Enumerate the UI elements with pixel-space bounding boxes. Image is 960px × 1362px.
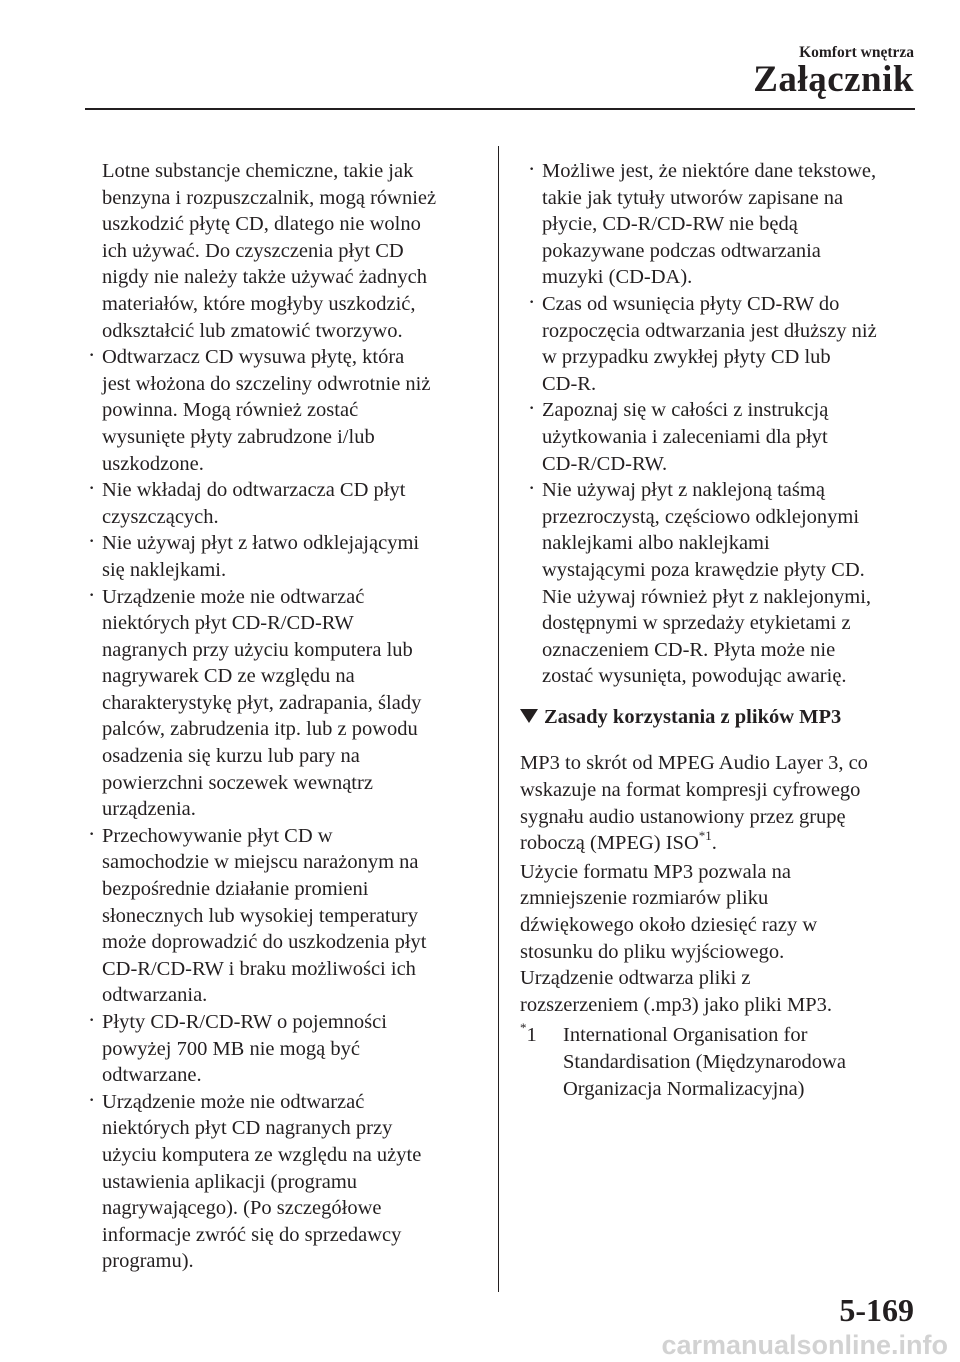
right-bullet-list — [520, 158, 920, 690]
text-line: powyżej 700 MB nie mogą być — [102, 1037, 360, 1060]
footnote-text — [520, 1022, 920, 1102]
mp3-paragraph-last-text: roboczą (MPEG) ISO — [520, 832, 699, 855]
text-line: Nie używaj płyt z naklejoną taśmą — [542, 479, 825, 502]
bullet-dot-icon: · — [89, 533, 95, 551]
mp3-paragraph — [520, 750, 920, 830]
mp3-size-paragraph — [520, 859, 920, 965]
bullet-dot-icon: · — [89, 347, 95, 365]
text-line: wystającymi poza krawędzie płyty CD. — [542, 558, 865, 581]
footnote-star: * — [520, 1020, 527, 1036]
text-line: użyciu komputera ze względu na użyte — [102, 1143, 422, 1166]
bullet-dot-icon: · — [89, 1012, 95, 1029]
text-line: w przypadku zwykłej płyty CD lub — [542, 346, 831, 369]
text-line: odtwarzania. — [102, 984, 208, 1007]
text-line: nagrywarek CD ze względu na — [102, 665, 355, 688]
bullet-item — [80, 584, 480, 823]
text-line: International Organisation for — [563, 1024, 808, 1047]
text-line: niektórych płyt CD nagranych przy — [102, 1117, 393, 1140]
bullet-item — [80, 1089, 480, 1275]
bullet-dot-icon: · — [529, 400, 535, 418]
bullet-item — [80, 1009, 480, 1089]
text-line: MP3 to skrót od MPEG Audio Layer 3, co — [520, 752, 868, 775]
text-line: ich używać. Do czyszczenia płyt CD — [102, 239, 404, 262]
text-line: osadzenia się kurzu lub pary na — [102, 745, 360, 768]
text-line: naklejkami albo naklejkami — [542, 532, 770, 555]
bullet-item — [520, 291, 920, 397]
watermark: carmanualsonline.info — [661, 1330, 948, 1360]
text-line: zostać wysunięta, powodując awarię. — [542, 665, 847, 688]
bullet-dot-icon: · — [89, 480, 95, 498]
footnote-marker — [520, 1022, 537, 1051]
text-line: ustawienia aplikacji (programu — [102, 1170, 358, 1193]
text-line: wskazuje na format kompresji cyfrowego — [520, 779, 861, 802]
bullet-dot-icon: · — [89, 825, 95, 843]
bullet-item — [520, 477, 920, 690]
text-line: Możliwe jest, że niektóre dane tekstowe, — [542, 160, 877, 182]
text-line: uszkodzone. — [102, 452, 204, 475]
footnote-number: 1 — [526, 1024, 537, 1047]
text-line: słonecznych lub wysokiej temperatury — [102, 904, 418, 927]
text-line: Płyty CD-R/CD-RW o pojemności — [102, 1011, 387, 1033]
text-line: Urządzenie odtwarza pliki z — [520, 967, 751, 990]
text-line: dźwiękowego około dziesięć razy w — [520, 914, 818, 937]
text-line: CD-R/CD-RW. — [542, 452, 668, 475]
mp3-paragraph-last-line — [520, 830, 920, 859]
text-line: pokazywane podczas odtwarzania — [542, 239, 821, 262]
bullet-item — [80, 477, 480, 530]
text-line: niektórych płyt CD-R/CD-RW — [102, 612, 354, 635]
text-line: Nie używaj również płyt z naklejonymi, — [542, 585, 872, 608]
footnote — [520, 1022, 920, 1102]
text-line: rozszerzeniem (.mp3) jako pliki MP3. — [520, 993, 832, 1016]
text-line: Urządzenie może nie odtwarzać — [102, 585, 365, 608]
bullet-item — [520, 397, 920, 477]
left-column — [80, 158, 480, 1275]
mp3-paragraph-period: . — [711, 832, 717, 855]
section-heading-text: Zasady korzystania z plików MP3 — [544, 705, 842, 728]
text-line: płycie, CD-R/CD-RW nie będą — [542, 213, 798, 236]
text-line: samochodzie w miejscu narażonym na — [102, 851, 419, 874]
intro-paragraph — [80, 158, 480, 344]
text-line: jest włożona do szczeliny odwrotnie niż — [102, 372, 431, 395]
text-line: odkształcić lub zmatowić tworzywo. — [102, 319, 403, 342]
header-rule — [85, 108, 915, 110]
text-line: Użycie formatu MP3 pozwala na — [520, 860, 791, 883]
text-line: CD-R/CD-RW i braku możliwości ich — [102, 957, 416, 980]
text-line: zmniejszenie rozmiarów pliku — [520, 887, 769, 910]
page-number: 5-169 — [839, 1292, 914, 1328]
text-line: odtwarzane. — [102, 1064, 202, 1087]
text-line: powierzchni soczewek wewnątrz — [102, 771, 373, 794]
text-line: wysunięte płyty zabrudzone i/lub — [102, 425, 375, 448]
text-line: użytkowania i zaleceniami dla płyt — [542, 425, 828, 448]
bullet-item — [80, 344, 480, 477]
text-line: dostępnymi w sprzedaży etykietami z — [542, 612, 851, 635]
text-line: stosunku do pliku wyjściowego. — [520, 940, 785, 963]
bullet-dot-icon: · — [529, 293, 535, 311]
text-line: nagrywającego). (Po szczegółowe — [102, 1197, 382, 1220]
column-divider — [498, 146, 499, 1292]
text-line: charakterystykę płyt, zadrapania, ślady — [102, 691, 422, 714]
right-column — [520, 158, 920, 1102]
left-bullet-list — [80, 344, 480, 1275]
text-line: takie jak tytuły utworów zapisane na — [542, 186, 844, 209]
text-line: uszkodzić płytę CD, dlatego nie wolno — [102, 213, 421, 236]
text-line: informacje zwróć się do sprzedawcy — [102, 1223, 402, 1246]
text-line: nagranych przy użyciu komputera lub — [102, 638, 413, 661]
text-line: Standardisation (Międzynarodowa — [563, 1051, 846, 1073]
text-line: programu). — [102, 1250, 194, 1273]
text-line: nigdy nie należy także używać żadnych — [102, 266, 427, 289]
text-line: Lotne substancje chemiczne, takie jak — [102, 160, 414, 182]
text-line: się naklejkami. — [102, 558, 227, 581]
text-line: Zapoznaj się w całości z instrukcją — [542, 399, 829, 422]
text-line: powinna. Mogą również zostać — [102, 399, 359, 422]
text-line: Czas od wsunięcia płyty CD-RW do — [542, 292, 840, 315]
bullet-item — [520, 158, 920, 291]
text-line: przezroczystą, częściowo odklejonymi — [542, 505, 860, 528]
text-line: Odtwarzacz CD wysuwa płytę, która — [102, 346, 405, 369]
text-line: Przechowywanie płyt CD w — [102, 824, 333, 847]
text-line: rozpoczęcia odtwarzania jest dłuższy niż — [542, 319, 877, 342]
text-line: sygnału audio ustanowiony przez grupę — [520, 805, 846, 828]
bullet-dot-icon: · — [529, 161, 535, 178]
header-chapter-title: Załącznik — [753, 59, 914, 100]
text-line: Urządzenie może nie odtwarzać — [102, 1090, 365, 1113]
text-line: palców, zabrudzenia itp. lub z powodu — [102, 718, 418, 741]
mp3-playback-paragraph — [520, 965, 920, 1018]
bullet-dot-icon: · — [89, 586, 95, 604]
section-heading — [520, 704, 920, 731]
footnote-reference: *1 — [698, 828, 712, 844]
triangle-marker-icon — [520, 709, 538, 723]
text-line: Nie wkładaj do odtwarzacza CD płyt — [102, 479, 406, 502]
bullet-dot-icon: · — [529, 480, 535, 498]
text-line: CD-R. — [542, 372, 597, 395]
text-line: benzyna i rozpuszczalnik, mogą również — [102, 186, 437, 209]
text-line: urządzenia. — [102, 798, 196, 821]
text-line: bezpośrednie działanie promieni — [102, 878, 369, 901]
text-line: oznaczeniem CD-R. Płyta może nie — [542, 638, 836, 661]
header-section-title: Komfort wnętrza — [799, 44, 914, 61]
bullet-item — [80, 530, 480, 583]
text-line: Nie używaj płyt z łatwo odklejającymi — [102, 532, 420, 555]
bullet-item — [80, 823, 480, 1009]
text-line: materiałów, które mogłyby uszkodzić, — [102, 292, 416, 315]
text-line: muzyki (CD-DA). — [542, 266, 693, 289]
text-line: może doprowadzić do uszkodzenia płyt — [102, 931, 427, 954]
text-line: Organizacja Normalizacyjna) — [563, 1077, 805, 1100]
bullet-dot-icon: · — [89, 1091, 95, 1109]
text-line: czyszczących. — [102, 505, 219, 528]
